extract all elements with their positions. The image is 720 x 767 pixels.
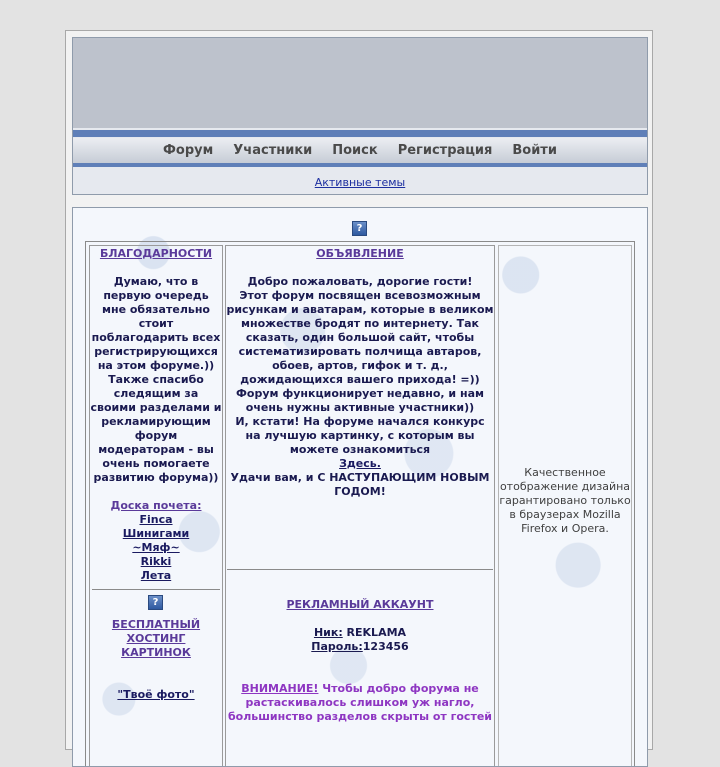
honor-link-shinigami[interactable]: Шинигами bbox=[122, 527, 190, 540]
forum-header bbox=[72, 37, 648, 195]
pass-value: 123456 bbox=[362, 640, 409, 653]
active-topics-link[interactable]: Активные темы bbox=[314, 175, 406, 189]
left-column bbox=[89, 245, 223, 767]
nick-label: Ник: bbox=[313, 626, 343, 639]
header-divider bbox=[73, 130, 647, 137]
honor-link-leta[interactable]: Лета bbox=[140, 569, 172, 582]
nav-forum[interactable]: Форум bbox=[163, 143, 214, 158]
honor-link-rikki[interactable]: Rikki bbox=[140, 555, 172, 568]
announce-text: Добро пожаловать, дорогие гости! Этот форум посвящен всевозможным рисункам и аватарам, которые в великом множестве бродят по интернету. Так сказать, один большой сайт, чтобы систематизировать полчища автаров, обоев, артов, гифок и т. д., дожидающихся вашего прихода! =)) Форум функционирует недавно, и нам очень нужны активные участники)) И, кстати! На форуме начался конкурс на лучшую картинку, с которым вы можете ознакомиться bbox=[226, 275, 494, 456]
nav-login[interactable]: Войти bbox=[512, 143, 557, 158]
pass-label: Пароль: bbox=[311, 640, 363, 653]
nick-row bbox=[226, 626, 494, 640]
hosting-title[interactable]: БЕСПЛАТНЫЙ ХОСТИНГ КАРТИНОК bbox=[111, 618, 201, 659]
center-column bbox=[225, 245, 495, 767]
active-topics-row bbox=[73, 170, 647, 194]
main-nav bbox=[73, 138, 647, 163]
info-table bbox=[85, 241, 635, 767]
nav-divider bbox=[73, 163, 647, 167]
hosting-link[interactable]: "Твоё фото" bbox=[117, 688, 195, 701]
right-column bbox=[498, 245, 632, 767]
contest-link[interactable]: Здесь. bbox=[339, 457, 381, 470]
help-icon-left[interactable]: ? bbox=[148, 595, 163, 610]
new-year-text: Удачи вам, и С НАСТУПАЮЩИМ НОВЫМ ГОДОМ! bbox=[230, 471, 490, 498]
attention-text: ВНИМАНИЕ! Чтобы добро форума не растаскивалось слишком уж нагло, большинство разделов скрыты от гостей bbox=[227, 682, 492, 723]
attention-label: ВНИМАНИЕ! bbox=[241, 682, 319, 695]
browser-note: Качественное отображение дизайна гарантировано только в браузерах Mozilla Firefox и Opera. bbox=[499, 466, 631, 535]
page-wrapper bbox=[65, 30, 653, 750]
nick-value: REKLAMA bbox=[342, 626, 407, 639]
ad-account-title[interactable]: РЕКЛАМНЫЙ АККАУНТ bbox=[286, 598, 434, 611]
thanks-text: Думаю, что в первую очередь мне обязательно стоит поблагодарить всех регистрирующихся на этом форуме.)) Также спасибо следящим за своими разделами и рекламирующим форум модераторам - вы очень помогаете развитию форума)) bbox=[90, 275, 222, 484]
nav-search[interactable]: Поиск bbox=[332, 143, 378, 158]
header-banner bbox=[73, 38, 647, 128]
pass-row bbox=[226, 640, 494, 654]
nav-members[interactable]: Участники bbox=[233, 143, 313, 158]
honor-link-finca[interactable]: Finca bbox=[139, 513, 173, 526]
announce-title[interactable]: ОБЪЯВЛЕНИЕ bbox=[316, 247, 404, 260]
help-icon[interactable]: ? bbox=[352, 221, 367, 236]
thanks-title[interactable]: БЛАГОДАРНОСТИ bbox=[99, 247, 213, 260]
honor-link-myaf[interactable]: ~Мяф~ bbox=[132, 541, 180, 554]
honor-board-title[interactable]: Доска почета: bbox=[110, 499, 202, 512]
nav-register[interactable]: Регистрация bbox=[397, 143, 493, 158]
forum-content bbox=[72, 207, 648, 767]
